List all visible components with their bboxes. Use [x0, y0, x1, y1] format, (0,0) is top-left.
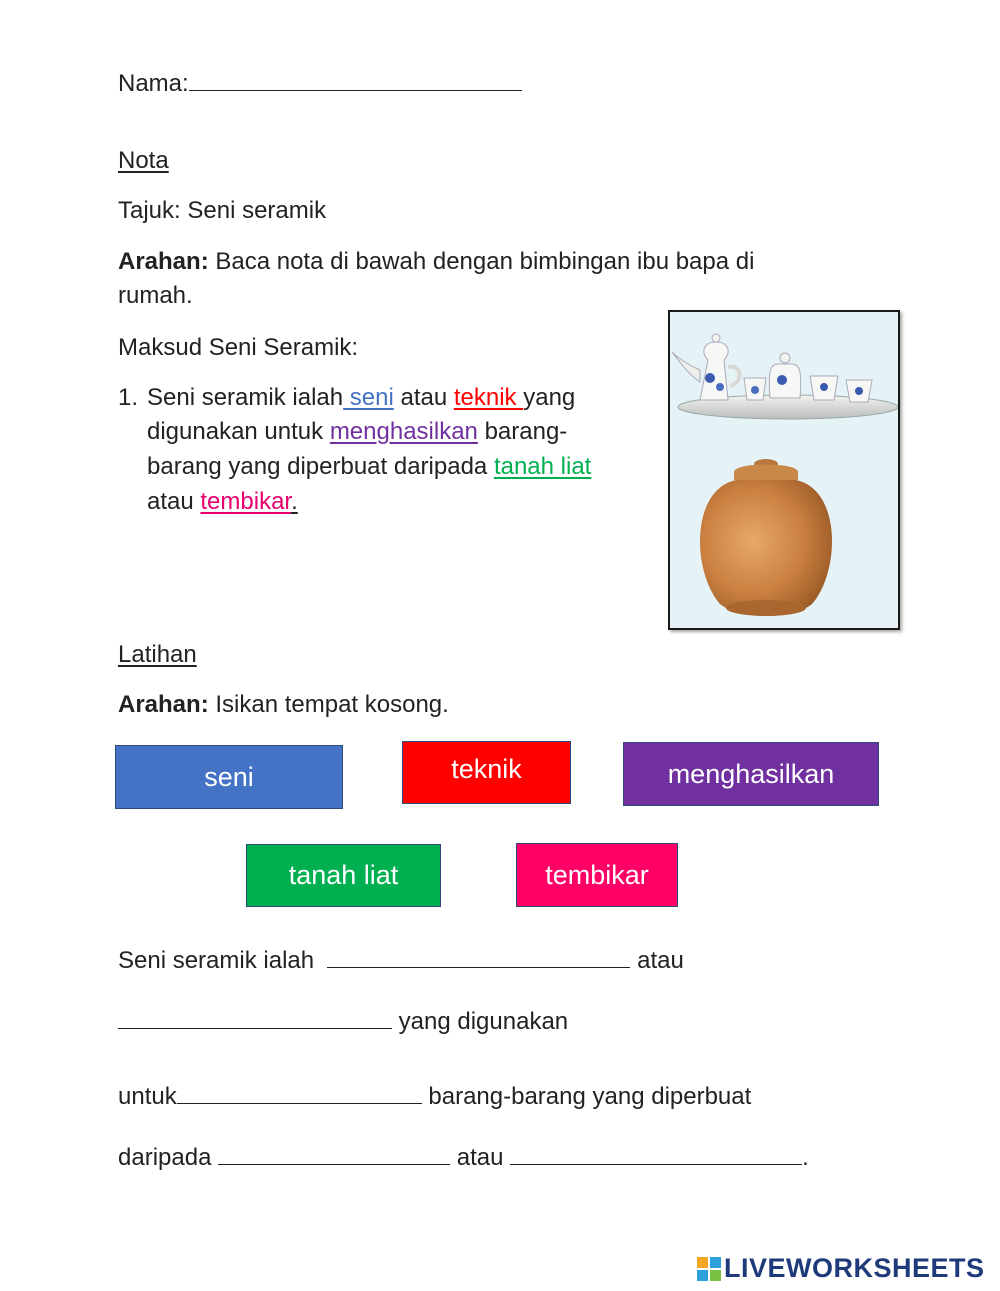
- ceramic-photo: [668, 310, 900, 630]
- blank-5[interactable]: [510, 1142, 802, 1165]
- note-text: atau: [147, 488, 201, 515]
- sentence-text: untuk: [118, 1083, 177, 1110]
- note-text: barang yang diperbuat daripada: [147, 453, 494, 480]
- sentence-text: atau: [450, 1144, 511, 1171]
- sentence-period: .: [802, 1144, 809, 1171]
- word-chip-menghasilkan[interactable]: menghasilkan: [623, 742, 879, 806]
- arahan-line-1: [118, 248, 754, 277]
- logo-text: LIVEWORKSHEETS: [724, 1253, 985, 1283]
- arahan-text: Isikan tempat kosong.: [208, 691, 449, 718]
- sentence-text: daripada: [118, 1144, 219, 1171]
- keyword-teknik: teknik: [453, 384, 524, 411]
- arahan-text: Baca nota di bawah dengan bimbingan ibu bapa di: [208, 248, 755, 275]
- sentence-text: yang digunakan: [392, 1008, 569, 1035]
- list-number: 1.: [118, 384, 139, 411]
- word-chip-seni[interactable]: seni: [115, 745, 343, 809]
- blank-3[interactable]: [177, 1081, 422, 1104]
- arahan-label: Arahan:: [118, 248, 209, 275]
- keyword-tanah-liat: tanah liat: [493, 453, 592, 480]
- note-text: yang: [523, 384, 576, 411]
- liveworksheets-logo[interactable]: [697, 1253, 985, 1284]
- logo-blocks-icon: [697, 1257, 721, 1281]
- ceramic-illustration: [670, 312, 898, 628]
- sentence-3: [118, 1081, 751, 1112]
- name-input[interactable]: [189, 68, 522, 91]
- name-label: Nama:: [118, 70, 189, 97]
- sentence-text: barang-barang yang diperbuat: [421, 1083, 752, 1110]
- keyword-tembikar: tembikar: [200, 488, 292, 515]
- word-chip-teknik[interactable]: teknik: [402, 741, 571, 804]
- note-line-1: [147, 384, 575, 413]
- keyword-seni: seni: [343, 384, 394, 411]
- note-period: .: [291, 488, 298, 515]
- word-chip-tembikar[interactable]: tembikar: [516, 843, 678, 907]
- tea-set: [672, 334, 898, 419]
- latihan-arahan: [118, 691, 449, 720]
- word-chip-tanah-liat[interactable]: tanah liat: [246, 844, 441, 907]
- maksud-heading: Maksud Seni Seramik:: [118, 334, 359, 361]
- sentence-1: [118, 945, 684, 976]
- sentence-4: [118, 1142, 809, 1173]
- note-line-2: [147, 418, 567, 447]
- tajuk-text: Tajuk: Seni seramik: [118, 197, 327, 224]
- keyword-menghasilkan: menghasilkan: [329, 418, 478, 445]
- note-text: digunakan untuk: [147, 418, 330, 445]
- blank-2[interactable]: [118, 1006, 392, 1029]
- note-text: barang-: [477, 418, 568, 445]
- arahan-line-2: rumah.: [118, 282, 193, 309]
- arahan-label: Arahan:: [118, 691, 209, 718]
- sentence-2: [118, 1006, 568, 1037]
- sentence-text: Seni seramik ialah: [118, 947, 321, 974]
- nota-heading: Nota: [118, 147, 169, 174]
- clay-pot: [700, 459, 832, 616]
- latihan-heading: Latihan: [118, 641, 197, 668]
- blank-1[interactable]: [327, 945, 630, 968]
- note-line-4: [147, 488, 298, 517]
- note-text: Seni seramik ialah: [147, 384, 344, 411]
- sentence-text: atau: [630, 947, 684, 974]
- name-field-row: [118, 68, 522, 99]
- note-text: atau: [393, 384, 454, 411]
- note-line-3: [147, 453, 591, 482]
- blank-4[interactable]: [218, 1142, 450, 1165]
